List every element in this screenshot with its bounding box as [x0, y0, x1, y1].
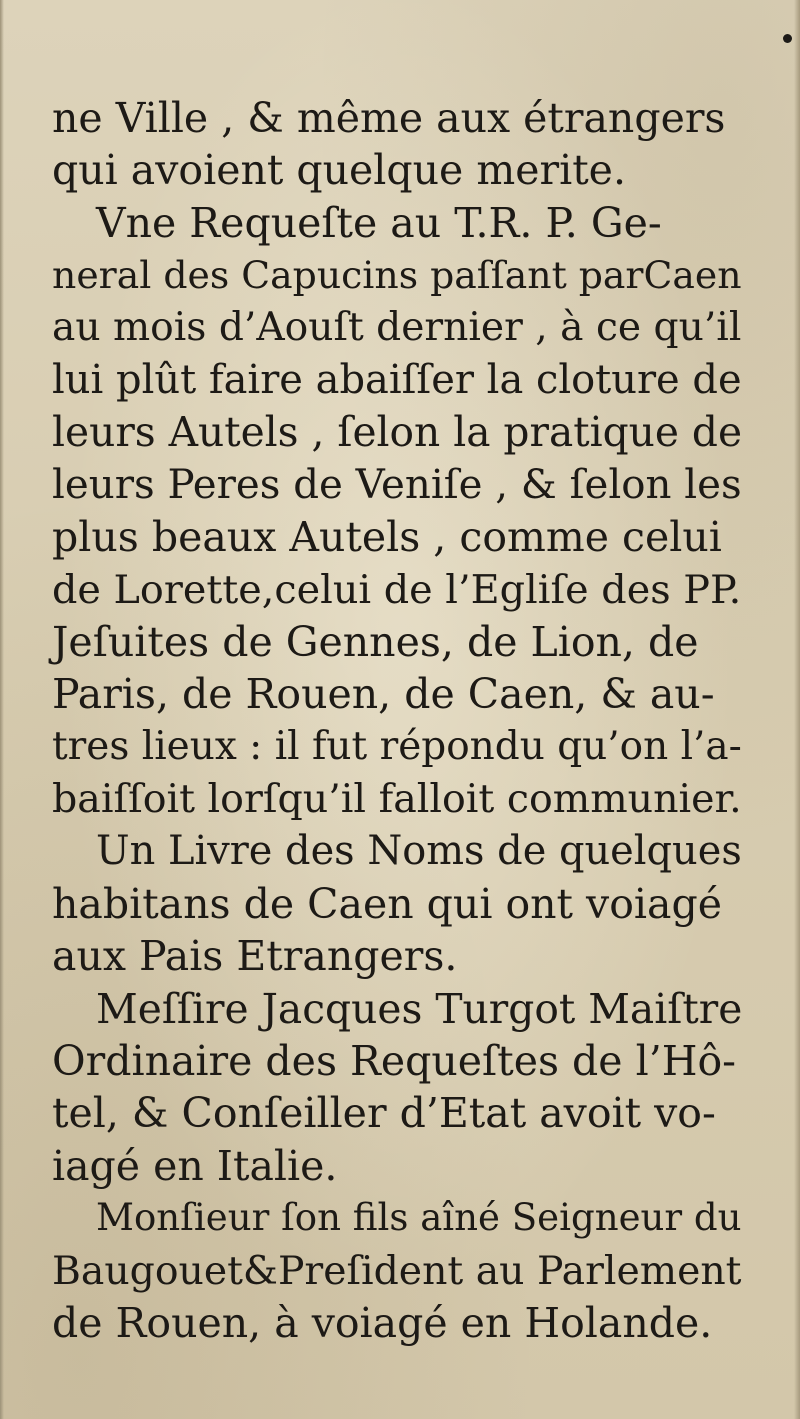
text-line: au mois d’Aouſt dernier , à ce qu’il [52, 304, 742, 350]
text-line: Jeſuites de Gennes, de Lion, de [52, 617, 699, 666]
text-line: Meſſire Jacques Turgot Maiſtre [96, 984, 743, 1033]
ink-dot [783, 34, 792, 43]
text-line: leurs Peres de Veniſe , & ſelon les [52, 460, 742, 508]
text-line: Un Livre des Noms de quelques [96, 828, 742, 875]
text-line: iagé en Italie. [52, 1141, 338, 1190]
text-line: Vne Requeſte au T.R. P. Ge- [96, 198, 662, 247]
text-line: tres lieux : il fut répondu qu’on l’a- [52, 723, 742, 769]
text-line: aux Pais Etrangers. [52, 932, 458, 981]
text-line: lui plût faire abaiſſer la cloture de [52, 356, 742, 403]
page-right-edge [794, 0, 800, 1419]
text-line: baiſſoit lorſqu’il falloit communier. [52, 776, 742, 823]
page-text [52, 92, 742, 1349]
text-line: Baugouet&Preſident au Parlement [52, 1247, 742, 1294]
text-line: qui avoient quelque merite. [52, 146, 626, 195]
text-line: leurs Autels , ſelon la pratique de [52, 408, 743, 457]
text-line: Ordinaire des Requeſtes de l’Hô- [52, 1037, 737, 1086]
text-line: de Lorette,celui de l’Egliſe des PP. [52, 566, 742, 613]
text-line: habitans de Caen qui ont voiagé [52, 879, 722, 928]
text-line: neral des Capucins paſſant parCaen [52, 253, 742, 298]
text-line: tel, & Conſeiller d’Etat avoit vo- [52, 1089, 716, 1138]
text-line: ne Ville , & même aux étrangers [52, 94, 726, 142]
text-line: de Rouen, à voiagé en Holande. [52, 1298, 713, 1347]
text-line: plus beaux Autels , comme celui [52, 513, 722, 562]
page-left-edge [0, 0, 4, 1419]
text-line: Paris, de Rouen, de Caen, & au- [52, 670, 715, 719]
text-line: Monſieur ſon fils aîné Seigneur du [96, 1196, 742, 1240]
